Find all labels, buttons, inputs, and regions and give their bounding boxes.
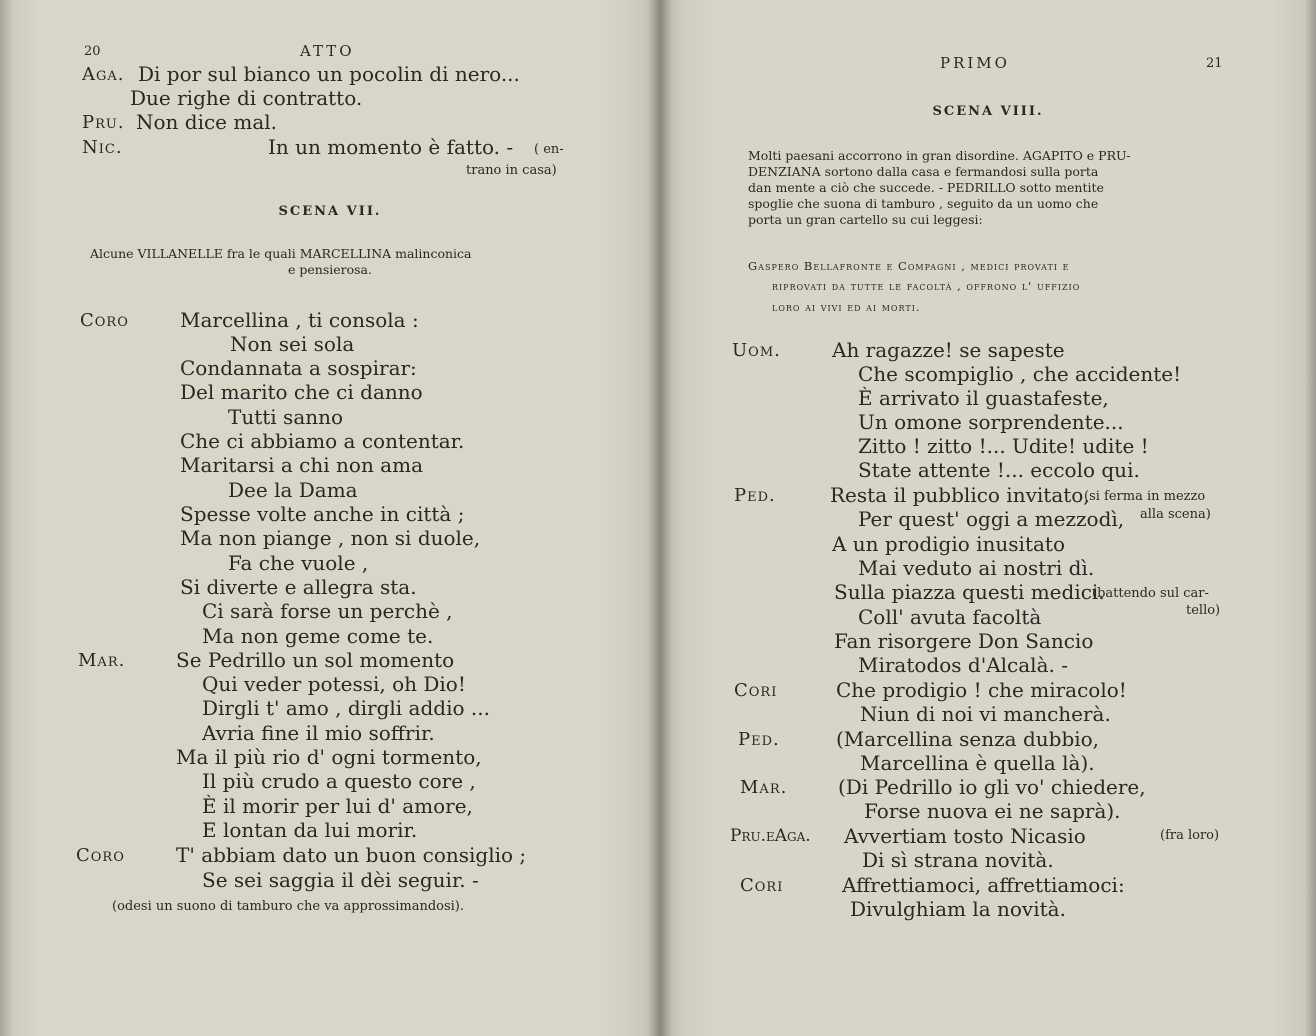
scene-description: Alcune VILLANELLE fra le quali MARCELLINA malinconica	[90, 246, 472, 261]
verse-line: Qui veder potessi, oh Dio!	[202, 672, 466, 696]
verse-line: Mai veduto ai nostri dì.	[858, 556, 1095, 580]
verse-line: Ma non piange , non si duole,	[180, 526, 481, 550]
verse-line: Un omone sorprendente...	[858, 410, 1124, 434]
verse-line: Ah ragazze! se sapeste	[832, 338, 1065, 362]
speaker-label: Ped.	[734, 485, 776, 506]
verse-line: Avria fine il mio soffrir.	[202, 721, 435, 745]
verse-line: Coll' avuta facoltà	[858, 605, 1042, 629]
verse-line: Ma il più rio d' ogni tormento,	[176, 745, 482, 769]
verse-line: Niun di noi vi mancherà.	[860, 702, 1111, 726]
verse-line: Affrettiamoci, affrettiamoci:	[842, 873, 1125, 897]
verse-line: Spesse volte anche in città ;	[180, 502, 465, 526]
book-gutter	[648, 0, 672, 1036]
stage-direction: (si ferma in mezzo	[1084, 489, 1206, 504]
verse-line: Il più crudo a questo core ,	[202, 769, 476, 793]
speaker-label: Pru.	[82, 112, 125, 133]
speaker-label: Aga.	[82, 64, 125, 85]
verse-line: Tutti sanno	[228, 405, 344, 429]
verse-line: E lontan da lui morir.	[202, 818, 418, 842]
verse-line: Non dice mal.	[136, 110, 278, 134]
left-page-number: 20	[84, 44, 101, 59]
speaker-label: Uom.	[732, 340, 781, 361]
verse-line: Zitto ! zitto !... Udite! udite !	[858, 434, 1149, 458]
verse-line: Del marito che ci danno	[180, 380, 423, 404]
right-page-number: 21	[1206, 56, 1223, 71]
verse-line: Marcellina , ti consola :	[180, 308, 419, 332]
verse-line: State attente !... eccolo qui.	[858, 458, 1140, 482]
speaker-label: Nic.	[82, 137, 123, 158]
verse-line: Condannata a sospirar:	[180, 356, 417, 380]
verse-line: È arrivato il guastafeste,	[858, 386, 1109, 410]
verse-line: Che ci abbiamo a contentar.	[180, 429, 465, 453]
verse-line: Resta il pubblico invitato,	[830, 483, 1090, 507]
stage-direction: (battendo sul car-	[1092, 586, 1209, 601]
left-running-header: ATTO	[300, 42, 355, 60]
verse-line: Fan risorgere Don Sancio	[834, 629, 1094, 653]
stage-direction: (odesi un suono di tamburo che va approssimandosi).	[112, 899, 465, 914]
stage-direction: porta un gran cartello su cui leggesi:	[748, 212, 983, 227]
verse-line: Che scompiglio , che accidente!	[858, 362, 1182, 386]
verse-line: Avvertiam tosto Nicasio	[844, 824, 1086, 848]
verse-line: Che prodigio ! che miracolo!	[836, 678, 1127, 702]
speaker-label: Pru.eAga.	[730, 826, 811, 846]
sign-text: Gaspero Bellafronte e Compagni , medici provati e	[748, 259, 1070, 273]
speaker-label: Ped.	[738, 729, 780, 750]
verse-line: Ma non geme come te.	[202, 624, 434, 648]
verse-line: Si diverte e allegra sta.	[180, 575, 417, 599]
verse-line: Sulla piazza questi medici.	[834, 580, 1105, 604]
scene-title: SCENA VIII.	[932, 104, 1044, 119]
verse-line: Per quest' oggi a mezzodì,	[858, 507, 1125, 531]
verse-line: Se sei saggia il dèi seguir. -	[202, 868, 479, 892]
stage-direction: Molti paesani accorrono in gran disordine. AGAPITO e PRU-	[748, 148, 1131, 163]
speaker-label: Coro	[76, 845, 125, 866]
sign-text: riprovati da tutte le facoltà , offrono l' uffizio	[772, 279, 1081, 293]
stage-direction: tello)	[1186, 603, 1221, 618]
scene-description: e pensierosa.	[288, 262, 372, 277]
speaker-label: Cori	[734, 680, 778, 701]
sign-text: loro ai vivi ed ai morti.	[772, 300, 921, 314]
verse-line: (Di Pedrillo io gli vo' chiedere,	[838, 775, 1146, 799]
verse-line: Due righe di contratto.	[130, 86, 363, 110]
verse-line: Di sì strana novità.	[862, 848, 1054, 872]
scene-title: SCENA VII.	[278, 204, 382, 219]
verse-line: Forse nuova ei ne saprà).	[864, 799, 1121, 823]
stage-direction: alla scena)	[1140, 507, 1211, 522]
speaker-label: Mar.	[78, 650, 126, 671]
speaker-label: Mar.	[740, 777, 788, 798]
stage-direction: DENZIANA sortono dalla casa e fermandosi sulla porta	[748, 164, 1099, 179]
verse-line: Divulghiam la novità.	[850, 897, 1066, 921]
right-page	[660, 0, 1316, 1036]
verse-line: Maritarsi a chi non ama	[180, 453, 423, 477]
verse-line: Miratodos d'Alcalà. -	[858, 653, 1068, 677]
verse-line: È il morir per lui d' amore,	[202, 794, 473, 818]
stage-direction: dan mente a ciò che succede. - PEDRILLO sotto mentite	[748, 180, 1104, 195]
verse-line: Fa che vuole ,	[228, 551, 369, 575]
verse-line: Dirgli t' amo , dirgli addio ...	[202, 696, 490, 720]
verse-line: Se Pedrillo un sol momento	[176, 648, 455, 672]
stage-direction: (fra loro)	[1160, 828, 1220, 843]
verse-line: A un prodigio inusitato	[832, 532, 1065, 556]
verse-line: Di por sul bianco un pocolin di nero...	[138, 62, 520, 86]
verse-line: Dee la Dama	[228, 478, 358, 502]
right-running-header: PRIMO	[940, 54, 1010, 72]
speaker-label: Cori	[740, 875, 784, 896]
verse-line: (Marcellina senza dubbio,	[836, 727, 1100, 751]
stage-direction: ( en-	[534, 142, 564, 157]
verse-line: In un momento è fatto. -	[268, 135, 514, 159]
verse-line: Ci sarà forse un perchè ,	[202, 599, 453, 623]
speaker-label: Coro	[80, 310, 129, 331]
stage-direction: spoglie che suona di tamburo , seguito da un uomo che	[748, 196, 1099, 211]
verse-line: Marcellina è quella là).	[860, 751, 1095, 775]
verse-line: Non sei sola	[230, 332, 355, 356]
stage-direction: trano in casa)	[466, 163, 557, 178]
verse-line: T' abbiam dato un buon consiglio ;	[176, 843, 527, 867]
